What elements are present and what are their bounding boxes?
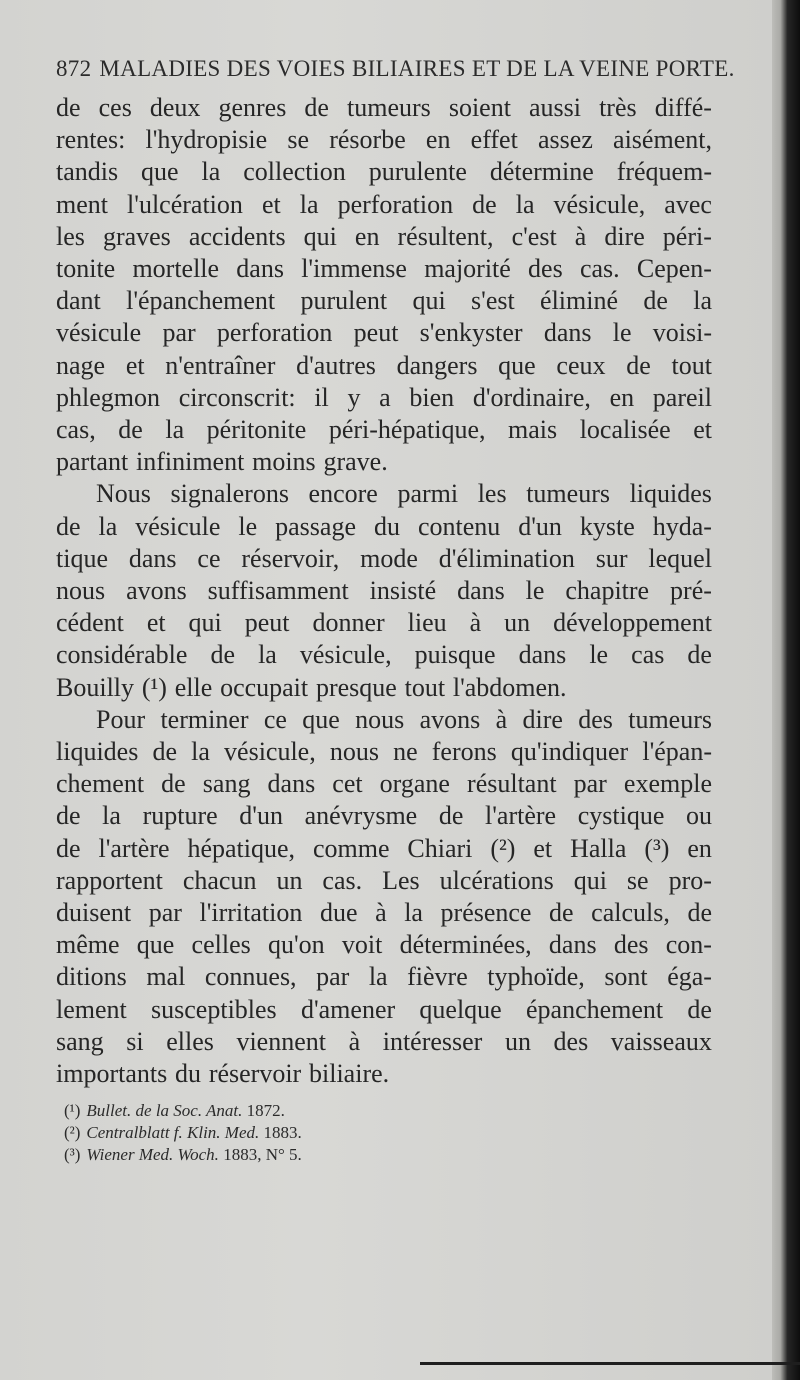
text-line: rapportent chacun un cas. Les ulcérations qui se pro-	[56, 865, 712, 895]
text-line: sang si elles viennent à intéresser un des vaisseaux	[56, 1026, 712, 1056]
page-number: 872	[56, 56, 92, 81]
text-line: considérable de la vésicule, puisque dans le cas de	[56, 640, 712, 670]
footnote-detail: 1872.	[246, 1101, 285, 1120]
footnotes	[56, 1100, 302, 1166]
text-line: de la rupture d'un anévrysme de l'artère cystique ou	[56, 801, 712, 831]
text-line: cas, de la péritonite péri-hépatique, mais localisée et	[56, 415, 712, 445]
text-line: dant l'épanchement purulent qui s'est éliminé de la	[56, 286, 712, 316]
text-line: tonite mortelle dans l'immense majorité des cas. Cepen-	[56, 254, 712, 284]
body-text	[56, 92, 712, 1090]
text-line: Bouilly (¹) elle occupait presque tout l'abdomen.	[56, 672, 567, 702]
footnote-detail: 1883, N° 5.	[223, 1145, 302, 1164]
text-line: nage et n'entraîner d'autres dangers que ceux de tout	[56, 350, 712, 380]
text-line: vésicule par perforation peut s'enkyster dans le voisi-	[56, 318, 712, 348]
text-line: lement susceptibles d'amener quelque épanchement de	[56, 994, 712, 1024]
text-line: de la vésicule le passage du contenu d'un kyste hyda-	[56, 511, 712, 541]
footnote	[56, 1144, 302, 1166]
book-binding-shadow	[772, 0, 800, 1380]
text-line: cédent et qui peut donner lieu à un développement	[56, 608, 712, 638]
text-line: de ces deux genres de tumeurs soient aussi très diffé-	[56, 93, 712, 122]
text-line: ment l'ulcération et la perforation de la vésicule, avec	[56, 189, 712, 219]
text-line: tique dans ce réservoir, mode d'élimination sur lequel	[56, 543, 712, 573]
text-line: tandis que la collection purulente détermine fréquem-	[56, 157, 712, 187]
text-line: importants du réservoir biliaire.	[56, 1059, 390, 1089]
footnote-detail: 1883.	[263, 1123, 302, 1142]
footnote	[56, 1100, 302, 1122]
text-line: les graves accidents qui en résultent, c'est à dire péri-	[56, 221, 712, 251]
text-line: de l'artère hépatique, comme Chiari (²) et Halla (³) en	[56, 833, 712, 863]
footnote-source: Bullet. de la Soc. Anat.	[86, 1101, 243, 1120]
text-line: rentes: l'hydropisie se résorbe en effet assez aisément,	[56, 125, 712, 155]
text-line: Nous signalerons encore parmi les tumeurs liquides	[96, 479, 712, 509]
footnote-source: Wiener Med. Woch.	[86, 1145, 219, 1164]
footnote-source: Centralblatt f. Klin. Med.	[86, 1123, 260, 1142]
footnote-mark: (³)	[64, 1145, 81, 1164]
text-line: chement de sang dans cet organe résultant par exemple	[56, 769, 712, 799]
running-header	[56, 56, 735, 82]
text-line: même que celles qu'on voit déterminées, dans des con-	[56, 930, 712, 960]
footnote-mark: (²)	[64, 1123, 81, 1142]
text-line: duisent par l'irritation due à la présence de calculs, de	[56, 898, 712, 928]
text-line: partant infiniment moins grave.	[56, 447, 388, 477]
footnote-mark: (¹)	[64, 1101, 81, 1120]
text-line: nous avons suffisamment insisté dans le chapitre pré-	[56, 576, 712, 606]
text-line: phlegmon circonscrit: il y a bien d'ordinaire, en pareil	[56, 382, 712, 412]
text-line: ditions mal connues, par la fièvre typhoïde, sont éga-	[56, 962, 712, 992]
text-line: Pour terminer ce que nous avons à dire des tumeurs	[96, 704, 712, 734]
text-line: liquides de la vésicule, nous ne ferons qu'indiquer l'épan-	[56, 737, 712, 767]
page-bottom-edge	[420, 1362, 800, 1365]
footnote	[56, 1122, 302, 1144]
running-title: MALADIES DES VOIES BILIAIRES ET DE LA VEINE PORTE.	[99, 56, 735, 81]
